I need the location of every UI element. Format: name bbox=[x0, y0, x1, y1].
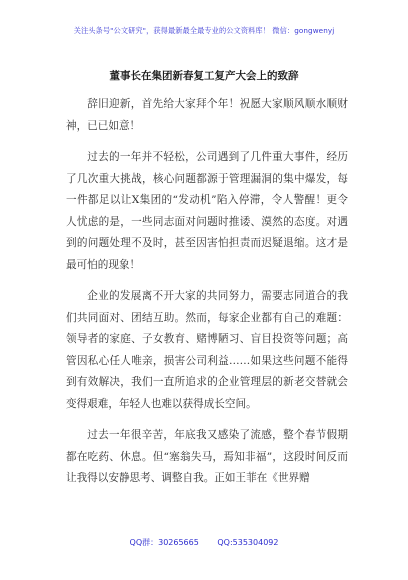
header-banner: 关注头条号"公文研究"，获得最新最全最专业的公文资料库！ 微信：gongwenyj bbox=[73, 26, 335, 35]
document-title: 董事长在集团新春复工复产大会上的致辞 bbox=[109, 70, 299, 82]
footer-contact bbox=[0, 537, 408, 548]
paragraph: 过去的一年并不轻松，公司遇到了几件重大事件，经历了几次重大挑战，核心问题都源于管理漏洞的集中爆发，每一件都足以让X集团的“发动机”陷入停滞，令人警醒！更令人忧虑的是，一些同志面对问题时推诿、漠然的态度。对遇到的问题处理不及时，甚至因害怕担责而迟疑退缩。这才是最可怕的现象！ bbox=[66, 151, 348, 271]
footer-qq-group: QQ群：30265665 bbox=[129, 538, 199, 547]
paragraph: 企业的发展离不开大家的共同努力，需要志同道合的我们共同面对、团结互助。然而，每家企业都有自己的难题：领导者的家庭、子女教育、赌博陋习、盲目投资等问题；高管因私心任人唯亲，损害公司利益……如果这些问题不能得到有效解决，我们一直所追求的企业管理层的新老交替就会变得艰难，年轻人也难以获得成长空间。 bbox=[66, 290, 348, 410]
document-body bbox=[66, 94, 348, 500]
footer-qq-number: QQ:535304092 bbox=[217, 538, 279, 547]
paragraph: 过去一年很辛苦，年底我又感染了流感，整个春节假期都在吃药、休息。但“塞翁失马，焉知非福”，这段时间反而让我得以安静思考、调整自我。正如王菲在《世界赠 bbox=[66, 429, 348, 484]
paragraph: 辞旧迎新，首先给大家拜个年！祝愿大家顺风顺水顺财神，已已如意！ bbox=[66, 98, 348, 132]
